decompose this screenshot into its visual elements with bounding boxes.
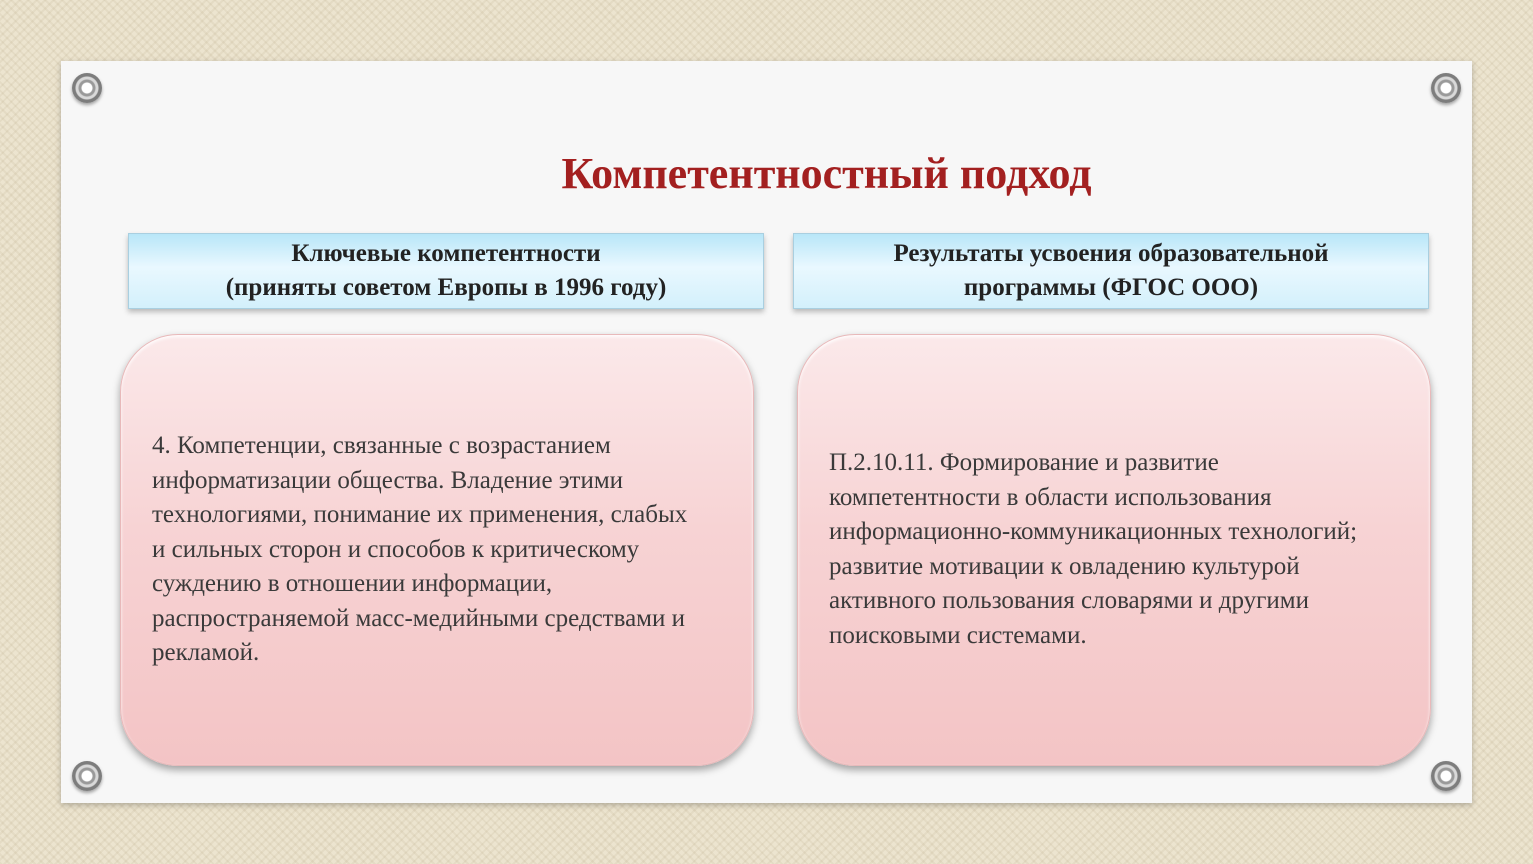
right-column-header-text: Результаты усвоения образовательной программы (ФГОС ООО)	[893, 240, 1329, 301]
right-panel-text: П.2.10.11. Формирование и развитие компетентности в области использования информационно-коммуникационных технологий; развитие мотивации к овладению культурой активного пользования словарями и другими поисковыми системами.	[829, 449, 1358, 649]
pin-icon	[72, 73, 102, 103]
right-column-header	[793, 233, 1429, 309]
pin-icon	[1431, 73, 1461, 103]
left-panel-text: 4. Компетенции, связанные с возрастанием информатизации общества. Владение этими технологиями, понимание их применения, слабых и сильных сторон и способов к критическому суждению в отношении информации, распространяемой масс-медийными средствами и рекламой.	[152, 432, 688, 666]
pin-icon	[1431, 761, 1461, 791]
slide-title: Компетентностный подход	[561, 149, 1092, 198]
left-column-header-text: Ключевые компетентности (приняты советом Европы в 1996 году)	[225, 240, 667, 301]
pin-icon	[72, 761, 102, 791]
left-column-header	[128, 233, 764, 309]
